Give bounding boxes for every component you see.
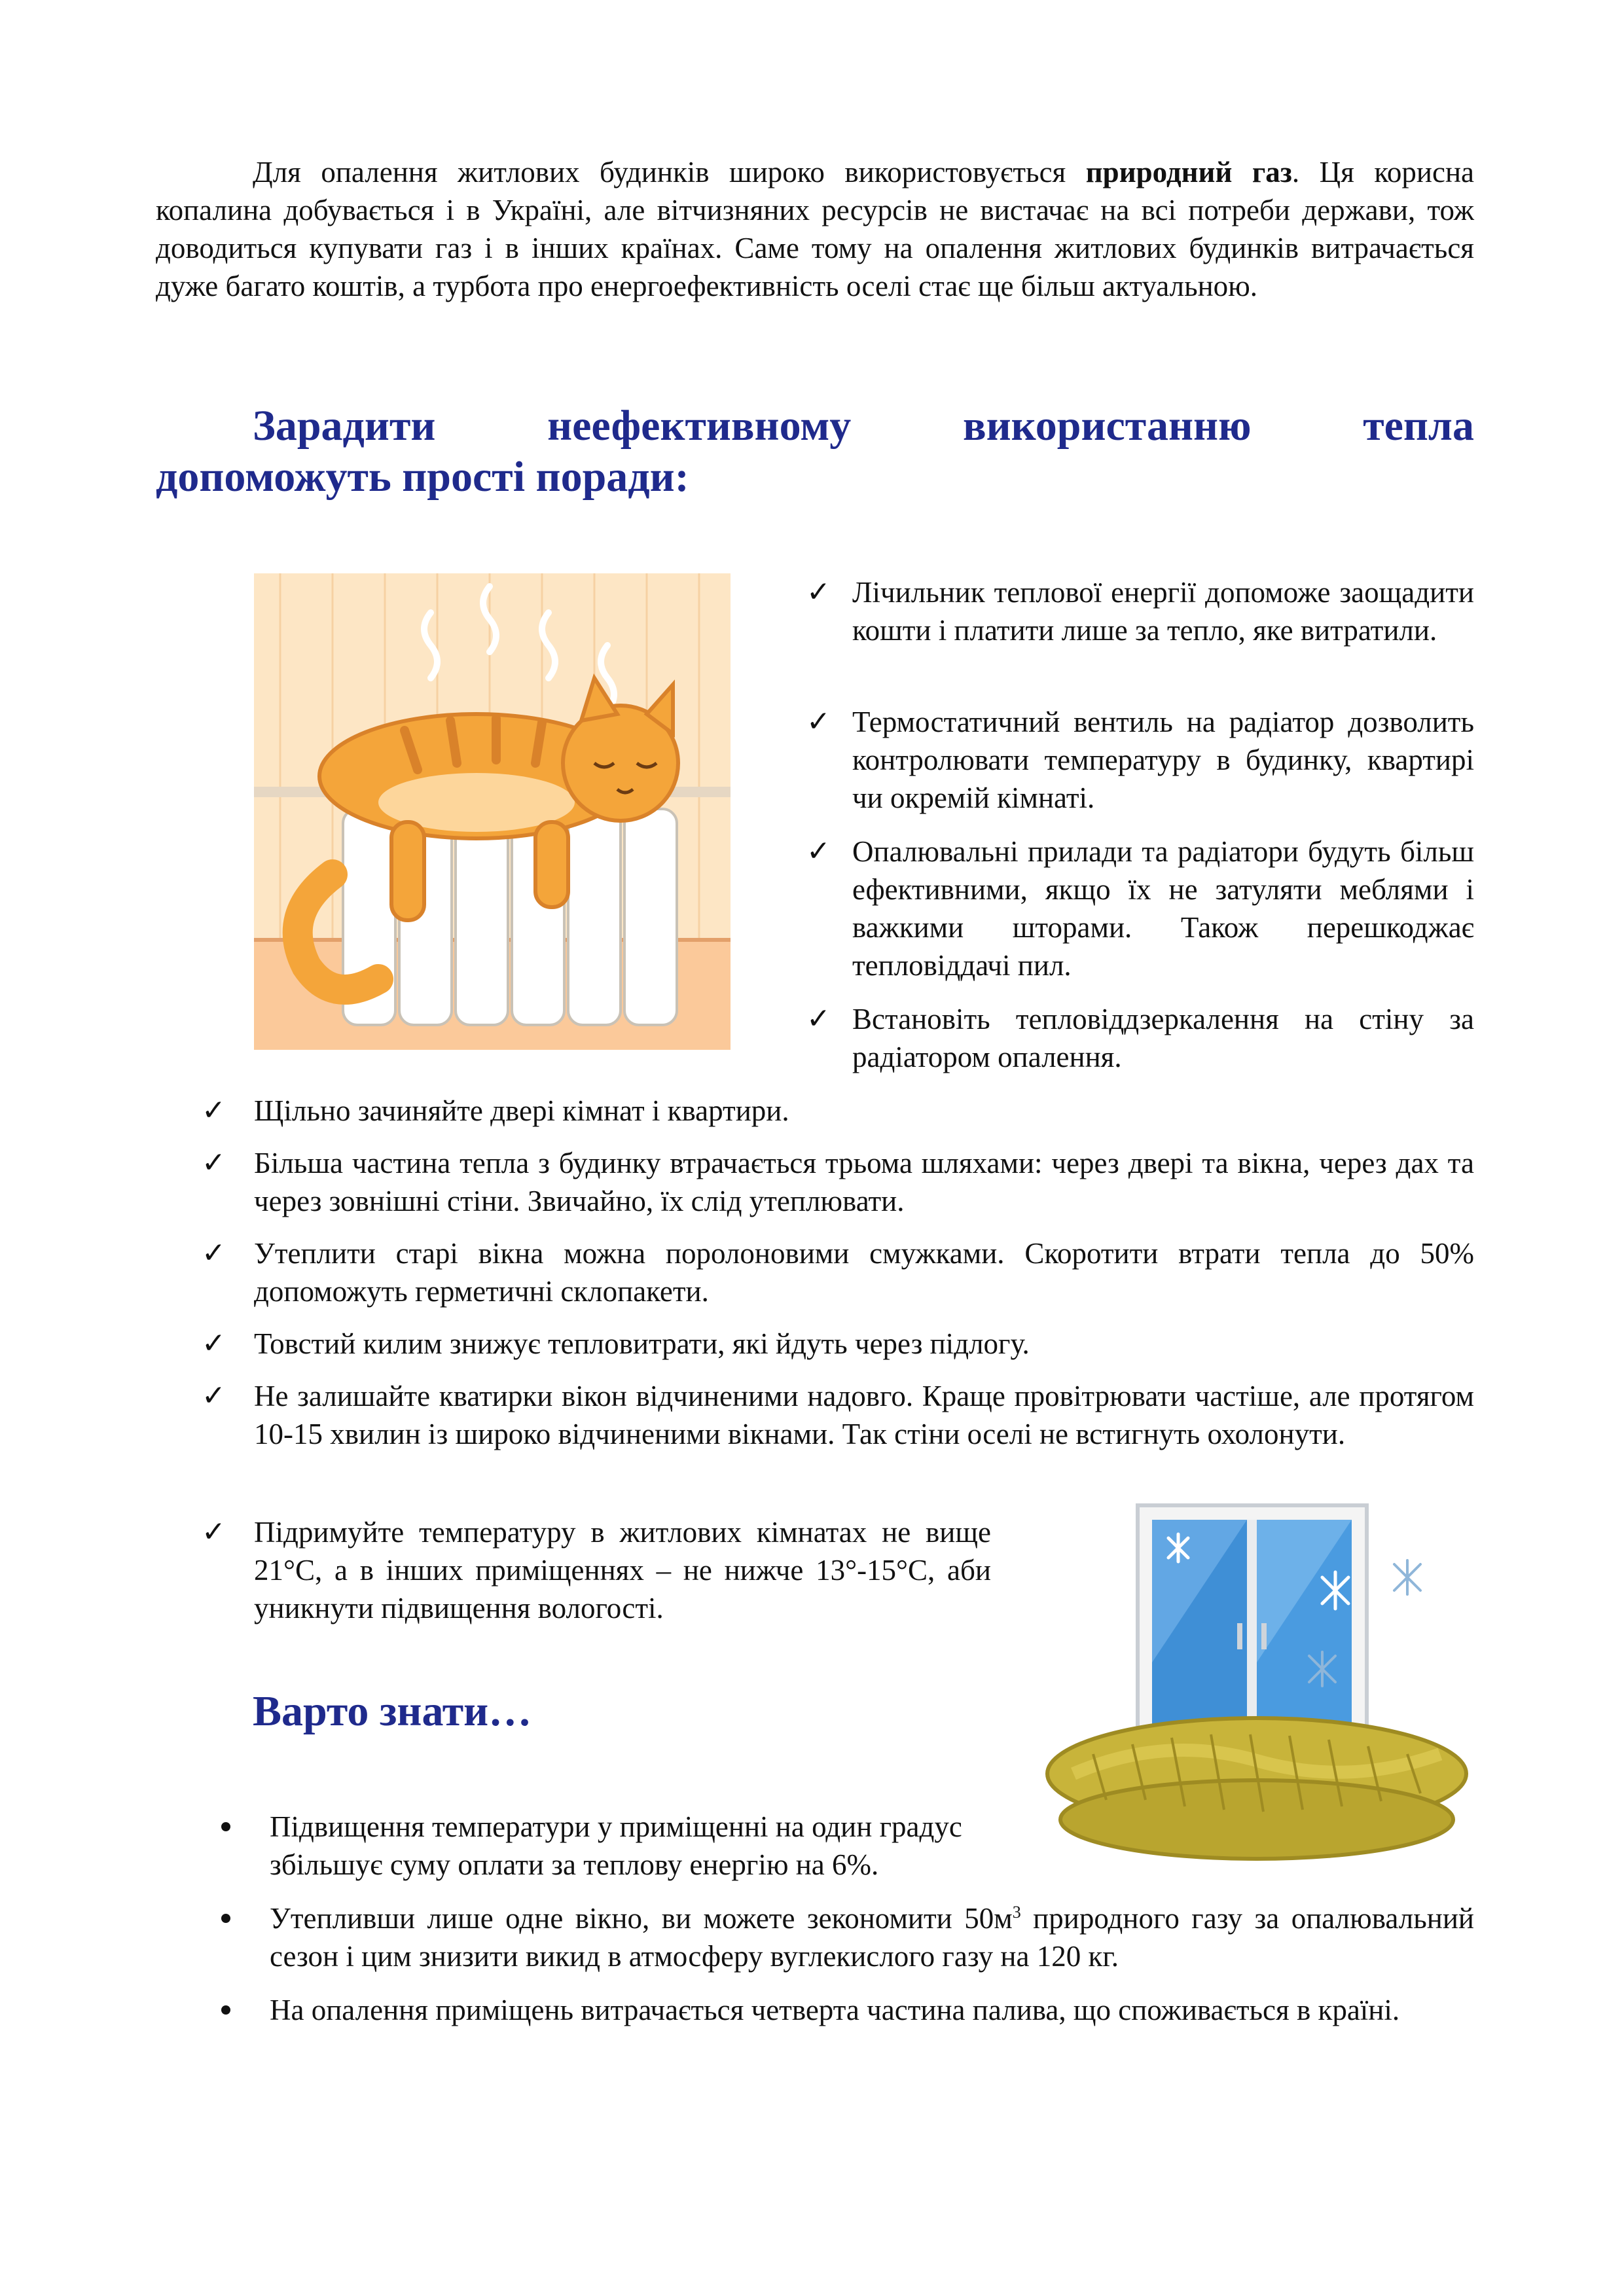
facts-heading: Варто знати… <box>253 1687 532 1735</box>
list-item: Щільно зачиняйте двері кімнат і квартири. <box>254 1094 789 1127</box>
cat-radiator-illustration <box>254 573 731 1050</box>
fact-item: Утепливши лише одне вікно, ви можете зекономити $50м^3$ природного газу за опалювальний сезон і цим знизити викид в атмосферу вуглекислого газу на 120 кг. <box>270 1902 1474 1973</box>
list-item: Не залишайте кватирки вікон відчиненими надовго. Краще провітрювати частіше, але протягом 10-15 хвилин із широко відчиненими вікнами. Так стіни оселі не встигнуть охолонути. <box>254 1380 1474 1450</box>
bullet-icon <box>221 2005 230 2015</box>
tips-heading-line2: допоможуть прості поради: <box>156 453 689 501</box>
list-item: Утеплити старі вікна можна поролоновими смужками. Скоротити втрати тепла до 50% допоможуть герметичні склопакети. <box>254 1237 1474 1308</box>
list-item: Встановіть тепловіддзеркалення на стіну за радіатором опалення. <box>852 1003 1474 1073</box>
fact-item: На опалення приміщень витрачається четверта частина палива, що споживається в країні. <box>270 1994 1400 2026</box>
tips-full-list <box>202 1092 1474 1511</box>
check-icon: ✓ <box>806 575 831 609</box>
list-item: Більша частина тепла з будинку втрачається трьома шляхами: через двері та вікна, через дах та через зовнішні стіни. Звичайно, їх слід утеплювати. <box>254 1147 1474 1217</box>
check-icon: ✓ <box>202 1236 226 1270</box>
list-item: Термостатичний вентиль на радіатор дозволить контролювати температуру в будинку, квартирі чи окремій кімнаті. <box>852 706 1474 814</box>
check-icon: ✓ <box>202 1146 226 1179</box>
intro-bold: природний газ <box>1085 156 1292 188</box>
list-item: Товстий килим знижує тепловитрати, які йдуть через підлогу. <box>254 1327 1030 1360</box>
tips-heading-line1: Зарадити неефективному використанню тепла <box>253 402 1474 450</box>
list-item: Лічильник теплової енергії допоможе заощадити кошти і платити лише за тепло, яке витратили. <box>852 576 1474 647</box>
intro-paragraph: Для опалення житлових будинків широко використовується природний газ. Ця корисна копалина добувається і в Україні, але вітчизняних ресурсів не вистачає на всі потреби держави, тож доводиться купувати газ і в інших країнах. Саме тому на опалення житлових будинків витрачається дуже багато коштів, а турбота про енергоефективність оселі стає ще більш актуальною. <box>156 156 1475 302</box>
check-icon: ✓ <box>202 1094 226 1127</box>
facts-list <box>216 1808 1474 2083</box>
check-icon: ✓ <box>806 834 831 868</box>
check-icon: ✓ <box>202 1515 226 1549</box>
tip-temperature <box>202 1513 991 1631</box>
check-icon: ✓ <box>806 705 831 738</box>
fact-item: Підвищення температури у приміщенні на один градус збільшує суму оплати за теплову енергію на 6%. <box>270 1810 962 1881</box>
list-item: Підримуйте температуру в житлових кімнатах не вище 21°С, а в інших приміщеннях – не нижче 13°-15°С, аби уникнути підвищення вологості. <box>254 1516 991 1624</box>
list-item: Опалювальні прилади та радіатори будуть більш ефективними, якщо їх не затуляти меблями і важкими шторами. Також перешкоджає тепловіддачі пил. <box>852 835 1474 982</box>
bullet-icon <box>221 1822 230 1831</box>
check-icon: ✓ <box>202 1379 226 1412</box>
bullet-icon <box>221 1914 230 1923</box>
tips-heading <box>156 401 1474 503</box>
superscript: 3 <box>1012 1903 1021 1922</box>
check-icon: ✓ <box>806 1002 831 1035</box>
check-icon: ✓ <box>202 1327 226 1360</box>
tips-right-list <box>806 573 1474 1077</box>
